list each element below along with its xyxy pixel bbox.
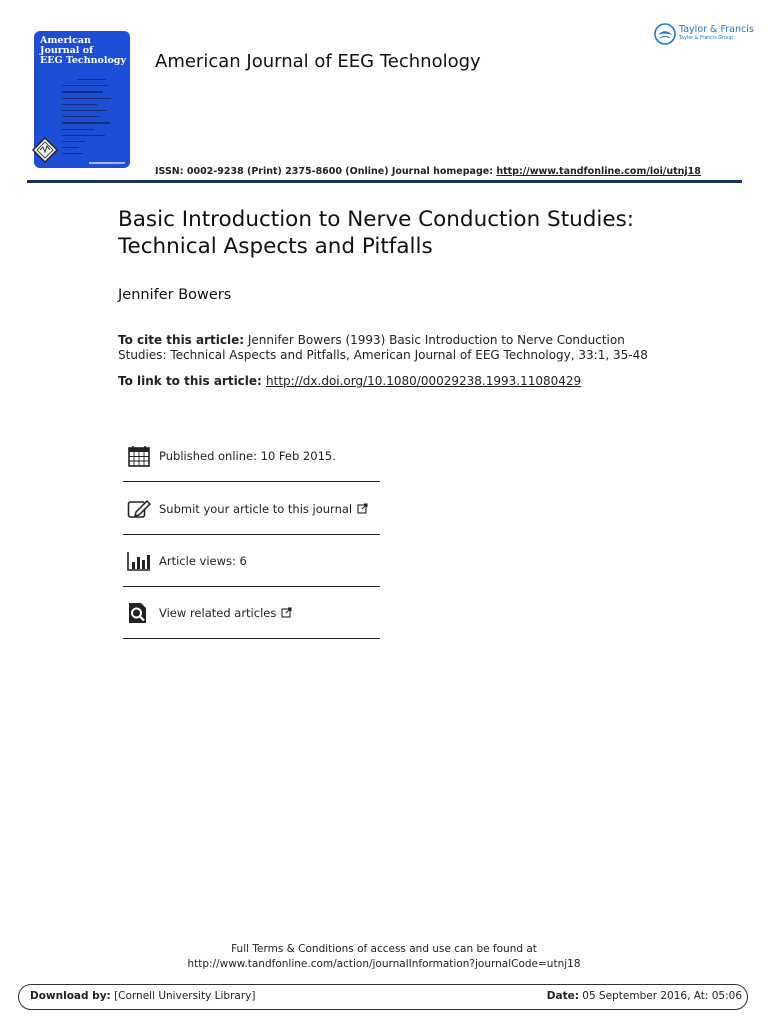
cover-contents-lines — [62, 79, 120, 159]
external-link-icon — [357, 503, 368, 514]
link-label: To link to this article: — [118, 374, 267, 388]
download-label: Download by: — [30, 990, 111, 1002]
terms-url[interactable]: http://www.tandfonline.com/action/journalInformation?journalCode=utnj18 — [187, 958, 581, 970]
related-articles-row[interactable] — [123, 587, 380, 639]
cite-label: To cite this article: — [118, 333, 245, 347]
article-title-line-1: Basic Introduction to Nerve Conduction Studies: — [118, 207, 635, 232]
issn-line — [155, 166, 701, 177]
external-link-icon — [281, 607, 292, 618]
doi-link-block — [118, 374, 581, 388]
article-title — [118, 206, 678, 260]
related-articles-label: View related articles — [159, 606, 277, 620]
submit-article-row[interactable] — [123, 483, 380, 535]
doi-link[interactable]: http://dx.doi.org/10.1080/00029238.1993.11080429 — [266, 374, 582, 388]
article-author: Jennifer Bowers — [118, 287, 232, 303]
cover-title — [40, 36, 126, 66]
issn-text: ISSN: 0002-9238 (Print) 2375-8600 (Online) Journal homepage: — [155, 166, 497, 177]
cite-text: Jennifer Bowers (1993) Basic Introduction to Nerve Conduction Studies: Technical Aspects and Pitfalls, American Journal of EEG Technology, 33:1, 35-48 — [118, 333, 648, 362]
cover-title-line-3: EEG Technology — [40, 55, 126, 66]
cover-title-line-2: Journal of — [40, 45, 94, 56]
cover-title-line-1: American — [40, 35, 91, 46]
row-divider — [123, 481, 380, 482]
header-divider — [27, 180, 742, 183]
download-date — [547, 990, 742, 1002]
article-views-text: Article views: 6 — [159, 554, 247, 568]
terms-line-1: Full Terms & Conditions of access and use can be found at — [231, 943, 537, 955]
publisher-name[interactable]: Taylor & Francis — [679, 24, 754, 35]
article-title-line-2: Technical Aspects and Pitfalls — [118, 234, 433, 259]
submit-article-link[interactable] — [159, 502, 368, 516]
calendar-icon — [127, 445, 151, 467]
citation-block — [118, 333, 658, 363]
terms-notice — [0, 942, 768, 972]
journal-title: American Journal of EEG Technology — [155, 51, 481, 72]
row-divider — [123, 638, 380, 639]
bar-chart-icon — [127, 550, 151, 572]
journal-homepage-link[interactable]: http://www.tandfonline.com/loi/utnj18 — [496, 166, 701, 177]
published-online-row — [123, 430, 380, 482]
society-badge-icon — [32, 137, 58, 163]
download-value: [Cornell University Library] — [110, 990, 256, 1002]
edit-icon — [127, 498, 151, 520]
article-views-row — [123, 535, 380, 587]
date-label: Date: — [546, 990, 579, 1002]
submit-article-label: Submit your article to this journal — [159, 502, 353, 516]
search-document-icon — [127, 602, 151, 624]
related-articles-link[interactable] — [159, 606, 292, 620]
download-by — [30, 990, 255, 1002]
date-value: 05 September 2016, At: 05:06 — [578, 990, 742, 1002]
publisher-subtitle: Taylor & Francis Group — [679, 36, 733, 41]
published-online-text: Published online: 10 Feb 2015. — [159, 449, 336, 463]
